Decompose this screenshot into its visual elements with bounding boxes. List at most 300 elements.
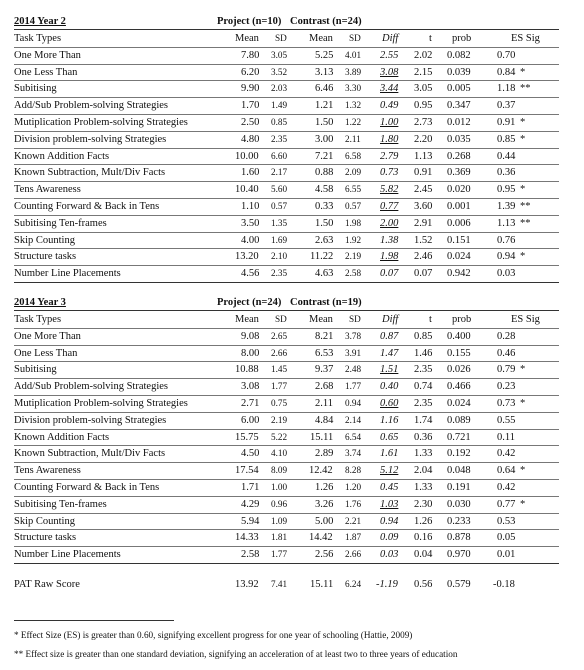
row-divider <box>14 215 559 216</box>
diff-value: 0.45 <box>380 482 399 493</box>
row-divider <box>14 131 559 132</box>
diff-value: 5.12 <box>380 465 399 477</box>
row-divider <box>14 328 559 329</box>
prob-value: 0.001 <box>447 201 471 212</box>
contrast-mean: 2.11 <box>315 398 333 409</box>
contrast-mean: 5.25 <box>315 49 334 61</box>
t-value: 2.35 <box>414 398 433 409</box>
project-mean: 10.88 <box>235 364 259 376</box>
row-divider <box>14 80 559 81</box>
prob-value: 0.151 <box>447 234 471 246</box>
prob-value: 0.878 <box>447 532 471 544</box>
t-value: 1.46 <box>414 347 433 359</box>
task-label: Add/Sub Problem-solving Strategies <box>14 100 168 112</box>
diff-value: 0.65 <box>380 431 399 443</box>
project-mean: 4.80 <box>241 133 260 145</box>
contrast-group-label: Contrast (n=19) <box>290 297 362 308</box>
prob-value: 0.191 <box>447 482 471 493</box>
project-sd: 1.69 <box>271 234 288 245</box>
contrast-mean: 9.37 <box>315 364 334 376</box>
project-sd: 0.85 <box>271 117 288 127</box>
contrast-sd: 6.55 <box>345 184 362 195</box>
contrast-mean: 0.88 <box>315 167 334 179</box>
task-label: Division problem-solving Strategies <box>14 414 167 426</box>
contrast-sd: 2.48 <box>345 364 362 375</box>
task-label: Structure tasks <box>14 251 77 263</box>
task-label: Number Line Placements <box>14 268 121 280</box>
significance-marker: * <box>520 364 526 376</box>
t-value: 1.52 <box>414 234 433 246</box>
contrast-sd: 2.11 <box>345 133 361 144</box>
header-prob: prob <box>452 33 472 44</box>
significance-marker: ** <box>520 201 531 212</box>
diff-value: 1.38 <box>380 234 399 246</box>
header-project-mean: Mean <box>235 314 259 325</box>
project-mean: 4.00 <box>241 234 260 246</box>
diff-value: 0.87 <box>380 330 399 342</box>
project-mean: 1.71 <box>241 482 260 493</box>
contrast-mean: 8.21 <box>315 330 334 342</box>
diff-value: 1.03 <box>380 498 399 510</box>
t-value: 0.85 <box>414 330 433 342</box>
row-divider <box>14 395 559 396</box>
effect-size: 0.05 <box>497 532 516 544</box>
significance-marker: * <box>520 133 526 145</box>
row-divider <box>14 529 559 530</box>
t-value: 0.56 <box>414 579 433 590</box>
contrast-mean: 4.58 <box>315 184 334 196</box>
diff-value: 0.09 <box>380 532 399 544</box>
section-title: 2014 Year 3 <box>14 297 66 308</box>
contrast-sd: 1.77 <box>345 381 362 392</box>
significance-marker: * <box>520 465 526 477</box>
task-label: One Less Than <box>14 347 78 359</box>
t-value: 2.04 <box>414 465 433 477</box>
effect-size: 0.94 <box>497 251 516 263</box>
project-sd: 1.35 <box>271 217 288 228</box>
project-sd: 5.22 <box>271 431 288 442</box>
effect-size: 0.46 <box>497 347 516 359</box>
prob-value: 0.579 <box>447 579 471 590</box>
task-label: Tens Awareness <box>14 184 81 196</box>
significance-marker: * <box>520 184 526 196</box>
task-label: Tens Awareness <box>14 465 81 477</box>
row-divider <box>14 248 559 249</box>
project-sd: 1.09 <box>271 515 288 526</box>
project-mean: 2.50 <box>241 117 260 128</box>
row-divider <box>14 64 559 65</box>
project-sd: 1.45 <box>271 364 288 375</box>
contrast-sd: 8.28 <box>345 465 362 476</box>
project-mean: 4.29 <box>241 498 260 510</box>
prob-value: 0.024 <box>447 398 471 409</box>
project-sd: 4.10 <box>271 448 288 459</box>
project-sd: 2.65 <box>271 330 288 341</box>
row-divider <box>14 345 559 346</box>
row-divider <box>14 198 559 199</box>
project-mean: 13.92 <box>235 579 259 590</box>
diff-value: -1.19 <box>376 579 398 590</box>
diff-value: 0.73 <box>380 167 399 179</box>
diff-value: 0.07 <box>380 268 399 280</box>
prob-value: 0.006 <box>447 217 471 229</box>
project-mean: 6.20 <box>241 66 260 78</box>
t-value: 1.26 <box>414 515 433 527</box>
project-mean: 9.90 <box>241 83 260 95</box>
t-value: 3.60 <box>414 201 433 212</box>
effect-size: 0.85 <box>497 133 516 145</box>
contrast-sd: 6.24 <box>345 579 362 589</box>
t-value: 2.35 <box>414 364 433 376</box>
t-value: 2.73 <box>414 117 433 128</box>
project-mean: 1.60 <box>241 167 260 179</box>
effect-size: 0.53 <box>497 515 516 527</box>
diff-value: 1.47 <box>380 347 399 359</box>
t-value: 1.33 <box>414 448 433 460</box>
diff-value: 0.49 <box>380 100 399 112</box>
project-group-label: Project (n=10) <box>217 16 282 27</box>
project-mean: 5.94 <box>241 515 260 527</box>
task-label: Subitising Ten-frames <box>14 498 107 510</box>
task-label: Counting Forward & Back in Tens <box>14 482 160 493</box>
contrast-sd: 1.20 <box>345 482 362 492</box>
effect-size: 0.44 <box>497 150 516 162</box>
contrast-mean: 1.26 <box>315 482 334 493</box>
project-sd: 2.03 <box>271 83 288 94</box>
diff-value: 3.44 <box>380 83 399 95</box>
effect-size: 0.36 <box>497 167 516 179</box>
t-value: 2.15 <box>414 66 433 78</box>
t-value: 1.33 <box>414 482 433 493</box>
project-sd: 1.81 <box>271 532 288 543</box>
project-mean: 3.08 <box>241 381 260 393</box>
contrast-mean: 3.00 <box>315 133 334 145</box>
contrast-sd: 4.01 <box>345 49 362 60</box>
project-sd: 0.96 <box>271 498 288 509</box>
task-label: Number Line Placements <box>14 549 121 561</box>
row-divider <box>14 445 559 446</box>
prob-value: 0.082 <box>447 49 471 61</box>
task-label: Known Addition Facts <box>14 150 110 162</box>
prob-value: 0.012 <box>447 117 471 128</box>
effect-size: 0.73 <box>497 398 516 409</box>
header-t: t <box>429 33 432 44</box>
project-sd: 2.17 <box>271 167 288 178</box>
effect-size: 0.64 <box>497 465 516 477</box>
contrast-mean: 12.42 <box>309 465 333 477</box>
contrast-mean: 4.63 <box>315 268 334 280</box>
project-mean: 10.40 <box>235 184 259 196</box>
row-divider <box>14 47 559 48</box>
t-value: 0.95 <box>414 100 433 112</box>
project-sd: 1.77 <box>271 381 288 392</box>
t-value: 2.02 <box>414 49 433 61</box>
t-value: 2.46 <box>414 251 433 263</box>
contrast-mean: 0.33 <box>315 201 334 212</box>
header-contrast-mean: Mean <box>309 33 333 44</box>
contrast-mean: 2.89 <box>315 448 334 460</box>
contrast-sd: 6.58 <box>345 150 362 161</box>
header-project-sd: SD <box>275 314 287 324</box>
contrast-sd: 2.09 <box>345 167 362 178</box>
header-prob: prob <box>452 314 472 325</box>
contrast-mean: 2.63 <box>315 234 334 246</box>
contrast-group-label: Contrast (n=24) <box>290 16 362 27</box>
contrast-sd: 3.89 <box>345 66 362 77</box>
prob-value: 0.268 <box>447 150 471 162</box>
t-value: 1.13 <box>414 150 433 162</box>
row-divider <box>14 164 559 165</box>
contrast-sd: 2.19 <box>345 251 362 262</box>
task-label: Subitising <box>14 83 57 95</box>
diff-value: 2.00 <box>380 217 399 229</box>
project-sd: 5.60 <box>271 184 288 195</box>
contrast-mean: 11.22 <box>310 251 334 263</box>
row-divider <box>14 496 559 497</box>
project-sd: 6.60 <box>271 150 288 161</box>
contrast-sd: 1.32 <box>345 100 362 111</box>
effect-size: 0.55 <box>497 414 516 426</box>
task-label: Counting Forward & Back in Tens <box>14 201 160 212</box>
header-es-sig: ES Sig <box>511 33 540 44</box>
contrast-sd: 0.57 <box>345 201 362 211</box>
project-mean: 13.20 <box>235 251 259 263</box>
task-label: One More Than <box>14 330 81 342</box>
row-divider <box>14 378 559 379</box>
prob-value: 0.024 <box>447 251 471 263</box>
contrast-sd: 1.92 <box>345 234 362 245</box>
header-project-mean: Mean <box>235 33 259 44</box>
effect-size: 0.28 <box>497 330 516 342</box>
contrast-sd: 2.66 <box>345 549 362 560</box>
row-divider <box>14 114 559 115</box>
project-sd: 2.66 <box>271 347 288 358</box>
t-value: 1.74 <box>414 414 433 426</box>
section-top-rule <box>14 310 559 311</box>
contrast-sd: 2.21 <box>345 515 362 526</box>
project-mean: 15.75 <box>235 431 259 443</box>
project-sd: 2.35 <box>271 268 288 279</box>
contrast-mean: 1.50 <box>315 217 334 229</box>
effect-size: 1.13 <box>497 217 516 229</box>
row-divider <box>14 265 559 266</box>
project-mean: 10.00 <box>235 150 259 162</box>
prob-value: 0.970 <box>447 549 471 561</box>
diff-value: 1.98 <box>380 251 399 263</box>
header-t: t <box>429 314 432 325</box>
task-label: Add/Sub Problem-solving Strategies <box>14 381 168 393</box>
contrast-sd: 2.58 <box>345 268 362 279</box>
prob-value: 0.035 <box>447 133 471 145</box>
t-value: 0.04 <box>414 549 433 561</box>
section-top-rule <box>14 29 559 30</box>
task-label: Known Subtraction, Mult/Div Facts <box>14 167 166 179</box>
contrast-sd: 0.94 <box>345 398 362 408</box>
prob-value: 0.233 <box>447 515 471 527</box>
row-divider <box>14 479 559 480</box>
project-mean: 1.10 <box>241 201 260 212</box>
contrast-mean: 6.46 <box>315 83 334 95</box>
contrast-mean: 15.11 <box>310 431 334 443</box>
diff-value: 1.16 <box>380 414 399 426</box>
project-mean: 6.00 <box>241 414 260 426</box>
diff-value: 0.94 <box>380 515 399 527</box>
project-sd: 2.19 <box>271 414 288 425</box>
row-divider <box>14 232 559 233</box>
contrast-mean: 1.21 <box>315 100 334 112</box>
significance-marker: * <box>520 251 526 263</box>
contrast-mean: 2.56 <box>315 549 334 561</box>
diff-value: 3.08 <box>380 66 399 78</box>
contrast-mean: 1.50 <box>315 117 334 128</box>
significance-marker: ** <box>520 217 531 229</box>
project-mean: 17.54 <box>235 465 259 477</box>
prob-value: 0.030 <box>447 498 471 510</box>
project-sd: 7.41 <box>271 579 288 589</box>
effect-size: 0.70 <box>497 49 516 61</box>
significance-marker: * <box>520 398 526 409</box>
prob-value: 0.155 <box>447 347 471 359</box>
effect-size: 1.39 <box>497 201 516 212</box>
project-group-label: Project (n=24) <box>217 297 282 308</box>
effect-size: 0.11 <box>497 431 515 443</box>
task-label: Known Addition Facts <box>14 431 110 443</box>
effect-size: 0.95 <box>497 184 516 196</box>
task-label: Known Subtraction, Mult/Div Facts <box>14 448 166 460</box>
effect-size: 0.01 <box>497 549 516 561</box>
contrast-mean: 2.68 <box>315 381 334 393</box>
task-label: Skip Counting <box>14 234 75 246</box>
effect-size: 0.91 <box>497 117 516 128</box>
t-value: 2.45 <box>414 184 433 196</box>
significance-marker: * <box>520 66 526 78</box>
effect-size: 0.77 <box>497 498 516 510</box>
section-title: 2014 Year 2 <box>14 16 66 27</box>
project-sd: 1.00 <box>271 482 288 492</box>
project-mean: 4.50 <box>241 448 260 460</box>
row-divider <box>14 148 559 149</box>
contrast-sd: 1.76 <box>345 498 362 509</box>
diff-value: 2.79 <box>380 150 399 162</box>
t-value: 3.05 <box>414 83 433 95</box>
header-es-sig: ES Sig <box>511 314 540 325</box>
project-mean: 3.50 <box>241 217 260 229</box>
contrast-mean: 14.42 <box>309 532 333 544</box>
row-divider <box>14 412 559 413</box>
prob-value: 0.400 <box>447 330 471 342</box>
task-label: Subitising Ten-frames <box>14 217 107 229</box>
project-sd: 1.77 <box>271 549 288 560</box>
prob-value: 0.942 <box>447 268 471 280</box>
task-label: Mutiplication Problem-solving Strategies <box>14 398 188 409</box>
project-mean: 1.70 <box>241 100 260 112</box>
prob-value: 0.089 <box>447 414 471 426</box>
contrast-mean: 6.53 <box>315 347 334 359</box>
project-mean: 8.00 <box>241 347 260 359</box>
header-task-types: Task Types <box>14 33 62 44</box>
contrast-mean: 15.11 <box>310 579 334 590</box>
t-value: 0.07 <box>414 268 433 280</box>
task-label: Mutiplication Problem-solving Strategies <box>14 117 188 128</box>
project-sd: 0.57 <box>271 201 288 211</box>
project-mean: 7.80 <box>241 49 260 61</box>
contrast-sd: 3.74 <box>345 448 362 459</box>
effect-size: 0.42 <box>497 482 516 493</box>
project-sd: 8.09 <box>271 465 288 476</box>
task-label: Subitising <box>14 364 57 376</box>
t-value: 0.74 <box>414 381 433 393</box>
diff-value: 1.51 <box>380 364 399 376</box>
diff-value: 1.80 <box>380 133 399 145</box>
prob-value: 0.369 <box>447 167 471 179</box>
prob-value: 0.020 <box>447 184 471 196</box>
effect-size: -0.18 <box>493 579 515 590</box>
significance-marker: * <box>520 117 526 128</box>
task-label: Skip Counting <box>14 515 75 527</box>
effect-size: 0.42 <box>497 448 516 460</box>
significance-marker: * <box>520 498 526 510</box>
diff-value: 5.82 <box>380 184 399 196</box>
row-divider <box>14 429 559 430</box>
header-contrast-sd: SD <box>349 33 361 43</box>
contrast-sd: 3.78 <box>345 330 362 341</box>
prob-value: 0.005 <box>447 83 471 95</box>
header-project-sd: SD <box>275 33 287 43</box>
footnote-rule <box>14 620 174 621</box>
contrast-mean: 7.21 <box>315 150 334 162</box>
task-label: Structure tasks <box>14 532 77 544</box>
prob-value: 0.721 <box>447 431 471 443</box>
footnote-double-asterisk: ** Effect size is greater than one standard deviation, signifying an acceleration of at least two to three years of education <box>14 649 458 659</box>
row-divider <box>14 513 559 514</box>
t-value: 2.91 <box>414 217 433 229</box>
t-value: 0.16 <box>414 532 433 544</box>
row-divider <box>14 361 559 362</box>
contrast-sd: 1.22 <box>345 117 362 127</box>
section-bottom-rule <box>14 282 559 283</box>
diff-value: 0.77 <box>380 201 399 212</box>
project-sd: 2.35 <box>271 133 288 144</box>
project-sd: 2.10 <box>271 251 288 262</box>
contrast-mean: 3.13 <box>315 66 334 78</box>
diff-value: 0.60 <box>380 398 399 409</box>
effect-size: 0.37 <box>497 100 516 112</box>
effect-size: 0.23 <box>497 381 516 393</box>
contrast-mean: 4.84 <box>315 414 334 426</box>
diff-value: 2.55 <box>380 49 399 61</box>
header-diff: Diff <box>382 33 399 44</box>
significance-marker: ** <box>520 83 531 95</box>
header-task-types: Task Types <box>14 314 62 325</box>
task-label: One Less Than <box>14 66 78 78</box>
row-divider <box>14 181 559 182</box>
diff-value: 0.03 <box>380 549 399 561</box>
project-mean: 2.71 <box>241 398 260 409</box>
section-bottom-rule <box>14 563 559 564</box>
effect-size: 0.84 <box>497 66 516 78</box>
contrast-mean: 3.26 <box>315 498 334 510</box>
project-mean: 4.56 <box>241 268 260 280</box>
prob-value: 0.347 <box>447 100 471 112</box>
project-mean: 14.33 <box>235 532 259 544</box>
contrast-sd: 3.91 <box>345 347 362 358</box>
header-diff: Diff <box>382 314 399 325</box>
effect-size: 0.79 <box>497 364 516 376</box>
diff-value: 1.61 <box>380 448 399 460</box>
effect-size: 0.76 <box>497 234 516 246</box>
diff-value: 1.00 <box>380 117 399 128</box>
t-value: 2.30 <box>414 498 433 510</box>
